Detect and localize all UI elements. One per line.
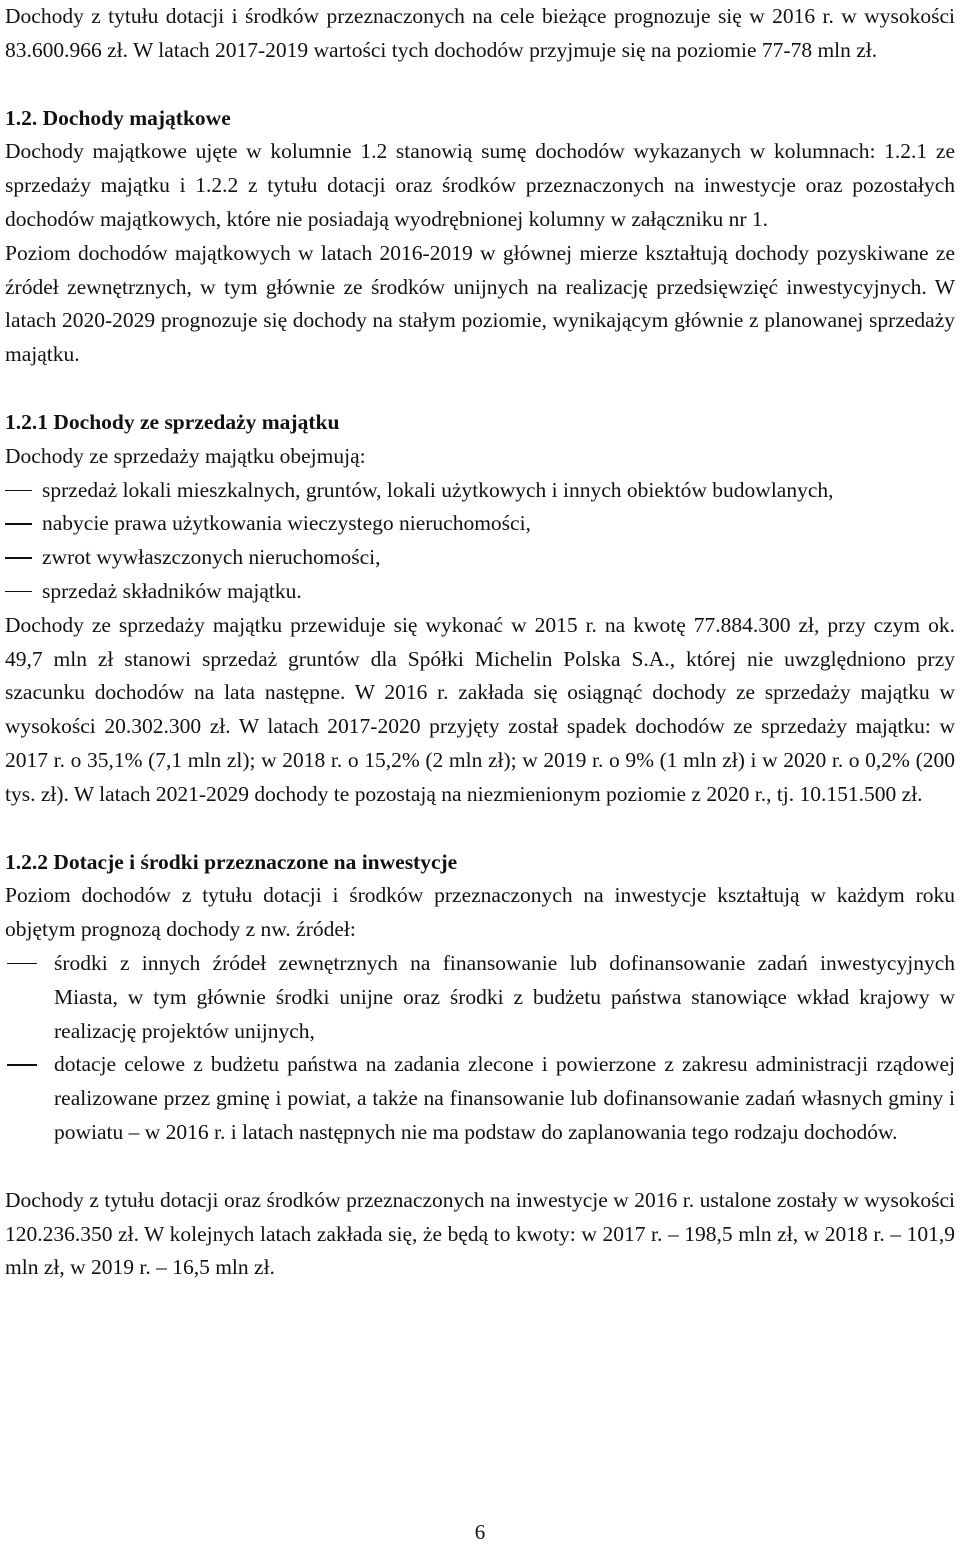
list-item [5, 541, 955, 575]
dash-bullet-icon [5, 557, 32, 559]
section-1-2-2-lead: Poziom dochodów z tytułu dotacji i środków przeznaczonych na inwestycje kształtują w każdym roku objętym prognozą dochody z nw. źródeł: [5, 883, 955, 942]
list-item-text: środki z innych źródeł zewnętrznych na finansowanie lub dofinansowanie zadań inwestycyjnych Miasta, w tym głównie środki unijne oraz środki z budżetu państwa stanowiące wkład krajowy w realizację projektów unijnych, [54, 950, 955, 1043]
list-item [5, 947, 955, 1048]
list-item-text: dotacje celowe z budżetu państwa na zadania zlecone i powierzone z zakresu administracji rządowej realizowane przez gminę i powiat, a także na finansowanie lub dofinansowanie zadań własnych gminy i powiatu – w 2016 r. i latach następnych nie ma podstaw do zaplanowania tego rodzaju dochodów. [54, 1052, 955, 1144]
list-item-text: zwrot wywłaszczonych nieruchomości, [42, 545, 381, 570]
spacer [5, 1150, 955, 1184]
section-1-2-paragraph-2: Poziom dochodów majątkowych w latach 2016-2019 w głównej mierze kształtują dochody pozyskiwane ze źródeł zewnętrznych, w tym głównie ze środków unijnych na realizację przedsięwzięć inwestycyjnych. W latach 2020-2029 prognozuje się dochody na stałym poziomie, wynikającym głównie z planowanej sprzedaży majątku. [5, 240, 955, 367]
list-item-text: sprzedaż lokali mieszkalnych, gruntów, lokali użytkowych i innych obiektów budowlanych, [42, 477, 834, 502]
page-number: 6 [474, 1520, 486, 1544]
spacer [5, 372, 955, 406]
list-item [5, 507, 955, 541]
sources-list [5, 947, 955, 1150]
section-1-2-2-paragraph: Dochody z tytułu dotacji oraz środków przeznaczonych na inwestycje w 2016 r. ustalone zostały w wysokości 120.236.350 zł. W kolejnych latach zakłada się, że będą to kwoty: w 2017 r. – 198,5 mln zł, w 2018 r. – 101,9 mln zł, w 2019 r. – 16,5 mln zł. [5, 1187, 955, 1280]
list-item [5, 474, 955, 508]
section-1-2-paragraph-1: Dochody majątkowe ujęte w kolumnie 1.2 stanowią sumę dochodów wykazanych w kolumnach: 1.2.1 ze sprzedaży majątku i 1.2.2 z tytułu dotacji oraz środków przeznaczonych na inwestycje oraz pozostałych dochodów majątkowych, które nie posiadają wyodrębnionej kolumny w załączniku nr 1. [5, 139, 955, 231]
list-item [5, 1048, 955, 1149]
spacer [5, 68, 955, 102]
spacer [5, 812, 955, 846]
section-1-2-2-heading: 1.2.2 Dotacje i środki przeznaczone na inwestycje [5, 849, 458, 874]
section-1-2-heading: 1.2. Dochody majątkowe [5, 105, 231, 130]
dash-bullet-icon [7, 1064, 37, 1066]
section-1-2-1-heading: 1.2.1 Dochody ze sprzedaży majątku [5, 409, 340, 434]
list-item-text: nabycie prawa użytkowania wieczystego nieruchomości, [42, 511, 531, 536]
list-item-text: sprzedaż składników majątku. [42, 578, 302, 603]
dash-bullet-icon [5, 523, 32, 525]
dash-bullet-icon [7, 963, 37, 965]
sale-items-list [5, 474, 955, 609]
dash-bullet-icon [5, 591, 32, 593]
section-1-2-1-lead: Dochody ze sprzedaży majątku obejmują: [5, 443, 366, 468]
dash-bullet-icon [5, 490, 32, 492]
intro-paragraph: Dochody z tytułu dotacji i środków przeznaczonych na cele bieżące prognozuje się w 2016 r. w wysokości 83.600.966 zł. W latach 2017-2019 wartości tych dochodów przyjmuje się na poziomie 77-78 mln zł. [5, 4, 955, 62]
list-item [5, 575, 955, 609]
section-1-2-1-paragraph: Dochody ze sprzedaży majątku przewiduje się wykonać w 2015 r. na kwotę 77.884.300 zł, przy czym ok. 49,7 mln zł stanowi sprzedaż gruntów dla Spółki Michelin Polska S.A., której nie uwzględniono przy szacunku dochodów na lata następne. W 2016 r. zakłada się osiągnąć dochody ze sprzedaży majątku w wysokości 20.302.300 zł. W latach 2017-2020 przyjęty został spadek dochodów ze sprzedaży majątku: w 2017 r. o 35,1% (7,1 mln zl); w 2018 r. o 15,2% (2 mln zł); w 2019 r. o 9% (1 mln zł) i w 2020 r. o 0,2% (200 tys. zł). W latach 2021-2029 dochody te pozostają na niezmienionym poziomie z 2020 r., tj. 10.151.500 zł. [5, 612, 955, 806]
